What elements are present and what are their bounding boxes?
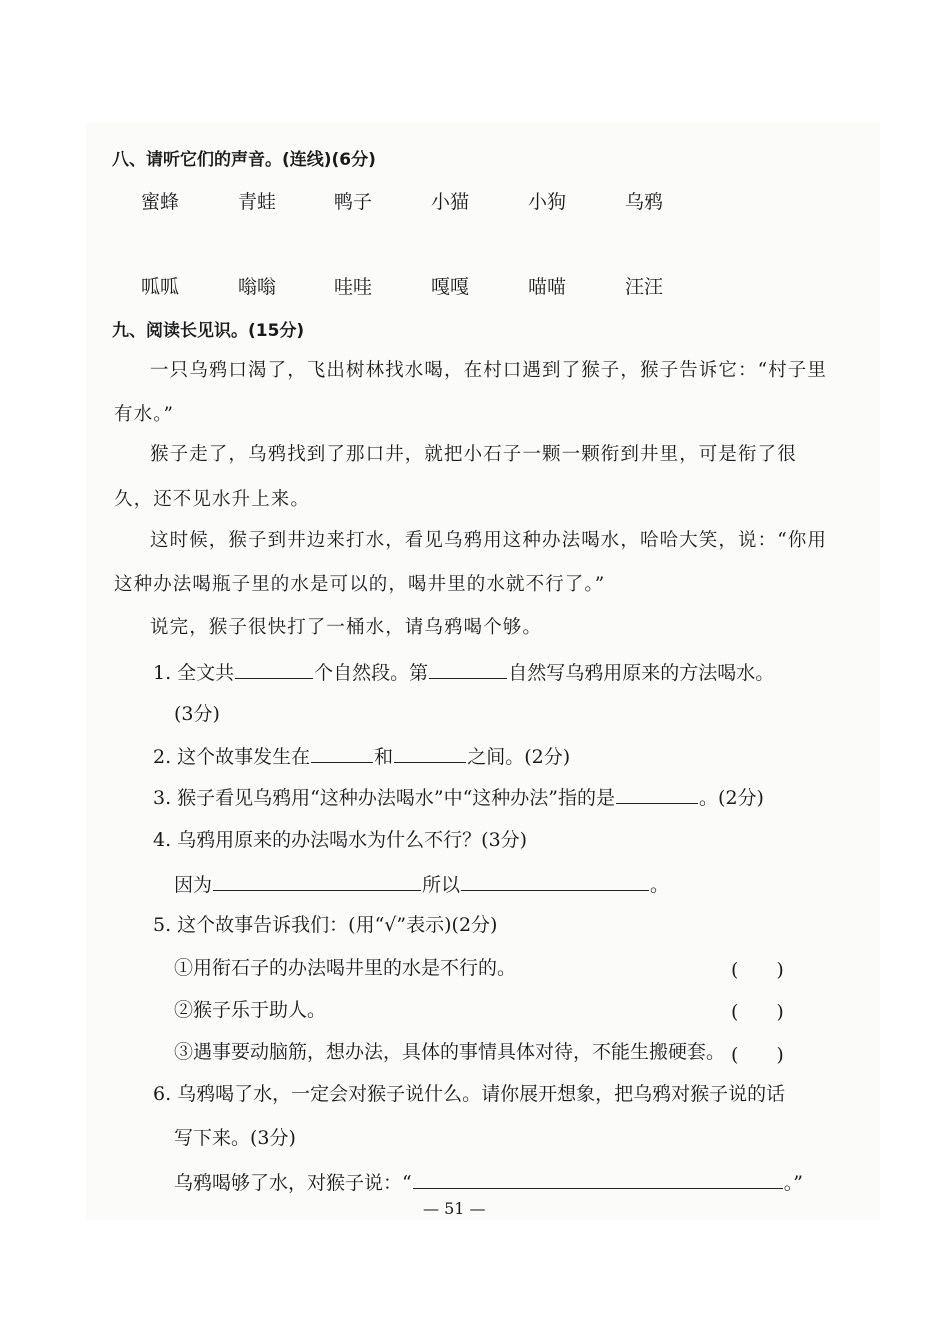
question-2: [153, 744, 570, 768]
passage-p2-line1: 猴子走了，乌鸦找到了那口井，就把小石子一颗一颗衔到井里，可是衔了很: [150, 444, 797, 465]
sound-2: 嗡嗡: [238, 276, 277, 298]
sound-3: 哇哇: [334, 276, 373, 298]
q4-end: 。: [650, 874, 670, 896]
q6-end: 。”: [783, 1172, 803, 1194]
q4-answer-line: [174, 872, 669, 896]
sound-6: 汪汪: [625, 276, 664, 298]
q2-text-a: 2. 这个故事发生在: [153, 746, 311, 768]
sound-1: 呱呱: [141, 276, 180, 298]
sound-4: 嘎嘎: [431, 276, 470, 298]
passage-p2-line2: 久，还不见水升上来。: [114, 489, 311, 510]
q2-text-c: 之间。(2分): [467, 746, 571, 768]
question-6-line1: 6. 乌鸦喝了水，一定会对猴子说什么。请你展开想象，把乌鸦对猴子说的话: [153, 1083, 786, 1105]
question-6-line2: 写下来。(3分): [174, 1127, 296, 1149]
q5-option-1-checkbox[interactable]: ( ): [731, 959, 784, 981]
q4-because-blank[interactable]: [213, 872, 421, 891]
passage-p1-line1: 一只乌鸦口渴了，飞出树林找水喝，在村口遇到了猴子，猴子告诉它：“村子里: [150, 360, 827, 381]
question-4: 4. 乌鸦用原来的办法喝水为什么不行？(3分): [153, 829, 528, 851]
question-3: [153, 785, 764, 809]
q2-text-b: 和: [374, 746, 394, 768]
q1-text-a: 1. 全文共: [153, 662, 235, 684]
q5-option-3-checkbox[interactable]: ( ): [731, 1044, 784, 1066]
passage-p3-line2: 这种办法喝瓶子里的水是可以的，喝井里的水就不行了。”: [114, 574, 606, 595]
section8-title: 八、请听它们的声音。(连线)(6分): [112, 150, 376, 170]
page-number: — 51 —: [423, 1199, 486, 1218]
q4-so-blank[interactable]: [461, 872, 649, 891]
q6-blank[interactable]: [413, 1170, 783, 1189]
question-5: 5. 这个故事告诉我们：(用“√”表示)(2分): [153, 914, 498, 936]
sound-5: 喵喵: [528, 276, 567, 298]
animal-1: 蜜蜂: [141, 191, 180, 213]
q1-text-b: 个自然段。第: [314, 662, 429, 684]
q2-blank-1[interactable]: [311, 744, 373, 763]
question-1: [153, 660, 774, 684]
q5-option-2: ②猴子乐于助人。: [174, 999, 327, 1021]
q4-so-label: 所以: [422, 874, 461, 896]
q2-blank-2[interactable]: [394, 744, 466, 763]
q6-prompt: 乌鸦喝够了水，对猴子说：“: [174, 1172, 412, 1194]
q3-blank[interactable]: [616, 785, 698, 804]
passage-p4-line1: 说完，猴子很快打了一桶水，请乌鸦喝个够。: [150, 617, 543, 638]
q1-score: (3分): [174, 703, 220, 725]
q6-answer-line: [174, 1170, 803, 1194]
section9-title: 九、阅读长见识。(15分): [112, 321, 305, 341]
q5-option-1: ①用衔石子的办法喝井里的水是不行的。: [174, 957, 517, 979]
q5-option-2-checkbox[interactable]: ( ): [731, 1001, 784, 1023]
passage-p1-line2: 有水。”: [114, 404, 175, 425]
q3-text-b: 。(2分): [699, 787, 764, 809]
q1-text-c: 自然写乌鸦用原来的方法喝水。: [508, 662, 775, 684]
q1-blank-2[interactable]: [429, 660, 507, 679]
q5-option-3: ③遇事要动脑筋，想办法，具体的事情具体对待，不能生搬硬套。: [174, 1041, 726, 1063]
q4-because-label: 因为: [174, 874, 213, 896]
animal-2: 青蛙: [238, 191, 277, 213]
q3-text-a: 3. 猴子看见乌鸦用“这种办法喝水”中“这种办法”指的是: [153, 787, 616, 809]
animal-3: 鸭子: [334, 191, 373, 213]
q1-blank-1[interactable]: [235, 660, 313, 679]
passage-p3-line1: 这时候，猴子到井边来打水，看见乌鸦用这种办法喝水，哈哈大笑，说：“你用: [150, 530, 827, 551]
animal-5: 小狗: [528, 191, 567, 213]
animal-6: 乌鸦: [625, 191, 664, 213]
animal-4: 小猫: [431, 191, 470, 213]
